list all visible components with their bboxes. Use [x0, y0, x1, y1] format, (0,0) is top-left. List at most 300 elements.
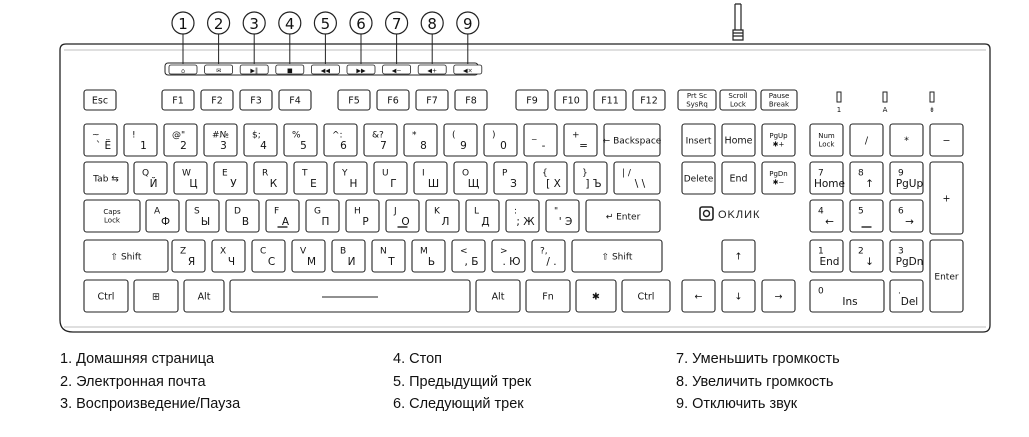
- key-primary: R: [262, 168, 269, 179]
- key-label: Pause: [768, 92, 790, 100]
- key[interactable]: [762, 124, 795, 156]
- key-label: Insert: [685, 136, 712, 147]
- key-label: F2: [211, 95, 223, 107]
- key[interactable]: [930, 240, 963, 312]
- key-label: Ctrl: [637, 291, 655, 303]
- key[interactable]: [850, 240, 883, 272]
- key-secondary: 5: [300, 139, 307, 152]
- key[interactable]: [186, 200, 219, 232]
- key-primary: Z: [180, 246, 187, 257]
- key-secondary: Н: [349, 177, 358, 190]
- key[interactable]: [682, 124, 715, 156]
- key-label: Caps: [103, 208, 121, 216]
- key[interactable]: [214, 162, 247, 194]
- key-secondary: [ Х: [546, 177, 561, 190]
- key-primary: H: [354, 206, 361, 217]
- key[interactable]: [586, 200, 660, 232]
- key-secondary: 3: [220, 139, 227, 152]
- key-label: Enter: [934, 272, 959, 283]
- key-primary: L: [474, 206, 480, 217]
- key-secondary: End: [819, 255, 840, 268]
- key[interactable]: [184, 280, 224, 312]
- key-primary: 4: [818, 206, 824, 217]
- key-primary: Q: [142, 168, 150, 179]
- key-primary: 6: [898, 206, 904, 217]
- key[interactable]: [572, 240, 662, 272]
- key[interactable]: [526, 280, 570, 312]
- key-label: Fn: [542, 291, 554, 303]
- key-primary: J: [394, 206, 397, 217]
- media-key-7[interactable]: [383, 65, 411, 75]
- key-label: F3: [250, 95, 262, 107]
- key-secondary: PgDn: [895, 255, 924, 268]
- key-secondary: Т: [388, 255, 395, 268]
- key-label: *: [904, 135, 909, 147]
- key[interactable]: [279, 90, 311, 110]
- key-label: Prt Sc: [686, 92, 708, 100]
- key[interactable]: [444, 124, 477, 156]
- key[interactable]: [134, 162, 167, 194]
- key-label: /: [864, 135, 869, 147]
- key-primary: ?,: [540, 246, 548, 257]
- key-primary: Y: [342, 168, 348, 179]
- key-label: PgDn: [769, 170, 788, 178]
- key-label: Home: [724, 135, 753, 147]
- key-secondary: 1: [140, 139, 147, 152]
- key[interactable]: [720, 90, 756, 110]
- key-label: −: [942, 135, 951, 147]
- key[interactable]: [722, 162, 755, 194]
- key[interactable]: [534, 162, 567, 194]
- callout-number: 6: [356, 15, 366, 33]
- key-label: Tab ⇆: [93, 174, 119, 185]
- callout-number: 9: [463, 15, 473, 33]
- key-primary: {: [542, 168, 548, 179]
- key-primary: I: [422, 168, 425, 179]
- key-label: Ctrl: [97, 291, 115, 303]
- status-led-label: A: [882, 106, 888, 114]
- home-icon: ⌂: [181, 67, 185, 75]
- key-label: →: [774, 291, 783, 303]
- key[interactable]: [174, 162, 207, 194]
- key[interactable]: [722, 124, 755, 156]
- key-label: Delete: [683, 174, 714, 185]
- key[interactable]: [476, 280, 520, 312]
- key[interactable]: [603, 124, 662, 156]
- media-key-9[interactable]: [454, 65, 482, 75]
- key[interactable]: [84, 124, 117, 156]
- key-label: ↑: [734, 251, 743, 263]
- key[interactable]: [890, 240, 923, 272]
- key-secondary: \ \: [634, 177, 646, 190]
- key-secondary: П: [321, 215, 330, 228]
- key-secondary: ' Э: [558, 215, 573, 228]
- key[interactable]: [532, 240, 565, 272]
- key[interactable]: [454, 162, 487, 194]
- key-primary: 0: [818, 286, 824, 297]
- key[interactable]: [890, 200, 923, 232]
- key-secondary: PgUp: [895, 177, 924, 190]
- key[interactable]: [212, 240, 245, 272]
- key-secondary: ←: [825, 215, 834, 228]
- key[interactable]: [682, 162, 715, 194]
- key-label: F8: [465, 95, 477, 107]
- callout-number: 7: [391, 15, 402, 33]
- key[interactable]: [810, 124, 843, 156]
- key-secondary: Home: [813, 177, 846, 190]
- key-primary: >: [500, 246, 508, 257]
- key[interactable]: [84, 200, 140, 232]
- volume-down-icon: ◀−: [391, 67, 402, 75]
- key-label: PgUp: [769, 132, 788, 140]
- key-primary: }: [582, 168, 588, 179]
- key-label: F1: [172, 95, 184, 107]
- key[interactable]: [555, 90, 587, 110]
- key[interactable]: [506, 200, 539, 232]
- legend-column-2: [393, 348, 531, 416]
- key[interactable]: [124, 124, 157, 156]
- key[interactable]: [201, 90, 233, 110]
- key[interactable]: [574, 162, 607, 194]
- key[interactable]: [678, 90, 716, 110]
- key-primary: K: [434, 206, 440, 217]
- media-key-5[interactable]: [311, 65, 339, 75]
- key-secondary: Del: [900, 295, 919, 308]
- key[interactable]: [524, 124, 557, 156]
- key-primary: +: [572, 130, 580, 141]
- media-key-1[interactable]: [169, 65, 197, 75]
- legend-item: 3. Воспроизведение/Пауза: [60, 396, 241, 412]
- media-key-4[interactable]: [276, 65, 304, 75]
- key-primary: F: [274, 206, 280, 217]
- key-secondary: ; Ж: [516, 215, 535, 228]
- play-pause-icon: ▶‖: [250, 67, 259, 75]
- key[interactable]: [292, 240, 325, 272]
- key[interactable]: [455, 90, 487, 110]
- key-secondary: В: [241, 215, 250, 228]
- key[interactable]: [810, 200, 843, 232]
- key[interactable]: [492, 240, 525, 272]
- mute-icon: ◀×: [462, 67, 473, 75]
- key[interactable]: [516, 90, 548, 110]
- callout-number: 8: [427, 15, 437, 33]
- key[interactable]: [172, 240, 205, 272]
- key[interactable]: [162, 90, 194, 110]
- key[interactable]: [890, 124, 923, 156]
- key[interactable]: [890, 162, 924, 194]
- key[interactable]: [84, 240, 168, 272]
- key[interactable]: [484, 124, 517, 156]
- key-label: Scroll: [728, 92, 748, 100]
- key-label: ✱−: [772, 178, 785, 187]
- key-primary: T: [302, 168, 308, 179]
- key-label: F11: [601, 95, 619, 107]
- key-secondary: Ь: [427, 255, 436, 268]
- key[interactable]: [374, 162, 407, 194]
- key-label: End: [729, 173, 748, 185]
- key[interactable]: [810, 280, 884, 312]
- key[interactable]: [372, 240, 405, 272]
- key-secondary: 2: [180, 139, 187, 152]
- key-label: Lock: [104, 216, 120, 225]
- key-label: Num: [818, 132, 835, 140]
- key-secondary: Ф: [160, 215, 171, 228]
- key-secondary: ↓: [865, 255, 874, 268]
- key-label: ✱+: [772, 140, 785, 149]
- key-primary: W: [182, 168, 191, 179]
- key-label: Lock: [818, 140, 835, 149]
- key[interactable]: [722, 280, 755, 312]
- key-primary: C: [260, 246, 267, 257]
- brand-wordmark: OKЛИК: [718, 209, 761, 221]
- key-secondary: Щ: [467, 177, 480, 190]
- key-primary: <: [460, 246, 468, 257]
- legend-item: 6. Следующий трек: [393, 396, 524, 412]
- key-secondary: К: [269, 177, 278, 190]
- key-secondary: Р: [362, 215, 369, 228]
- key-secondary: Г: [390, 177, 397, 190]
- key-label: Break: [768, 100, 790, 109]
- mail-icon: ✉: [216, 67, 222, 75]
- key-primary: 8: [858, 168, 864, 179]
- key-primary: D: [234, 206, 241, 217]
- key[interactable]: [266, 200, 299, 232]
- key-secondary: С: [267, 255, 276, 268]
- key-primary: #№: [212, 130, 229, 141]
- key[interactable]: [416, 90, 448, 110]
- key-secondary: Д: [481, 215, 490, 228]
- key-label: F6: [387, 95, 399, 107]
- key[interactable]: [762, 162, 795, 194]
- callout-number: 1: [178, 15, 188, 33]
- key[interactable]: [762, 280, 795, 312]
- key[interactable]: [346, 200, 379, 232]
- callout-number: 3: [249, 15, 259, 33]
- next-track-icon: ▶▶: [356, 67, 366, 75]
- key-primary: $;: [252, 130, 261, 141]
- key[interactable]: [614, 162, 660, 194]
- key-secondary: . Ю: [502, 255, 521, 268]
- key[interactable]: [230, 280, 470, 312]
- key-secondary: ↑: [865, 177, 874, 190]
- key[interactable]: [338, 90, 370, 110]
- key[interactable]: [84, 90, 116, 110]
- legend-item: 9. Отключить звук: [676, 396, 798, 412]
- key-label: Alt: [491, 291, 505, 303]
- key[interactable]: [84, 280, 128, 312]
- key-label: Alt: [197, 291, 211, 303]
- key-primary: @": [172, 130, 186, 141]
- key[interactable]: [294, 162, 327, 194]
- key[interactable]: [930, 162, 963, 234]
- key[interactable]: [84, 162, 128, 194]
- key-primary: A: [154, 206, 161, 217]
- cable: [733, 4, 743, 40]
- key-label: F10: [562, 95, 580, 107]
- key-primary: %: [292, 130, 301, 141]
- key[interactable]: [244, 124, 277, 156]
- media-key-3[interactable]: [240, 65, 268, 75]
- key[interactable]: [252, 240, 285, 272]
- key[interactable]: [254, 162, 287, 194]
- key-secondary: =: [579, 139, 588, 152]
- key[interactable]: [890, 280, 923, 312]
- key-label: F9: [526, 95, 538, 107]
- key[interactable]: [364, 124, 397, 156]
- key-primary: 9: [898, 168, 904, 179]
- key[interactable]: [146, 200, 179, 232]
- key[interactable]: [633, 90, 665, 110]
- key-secondary: 6: [340, 139, 347, 152]
- legend-item: 5. Предыдущий трек: [393, 373, 532, 390]
- key-label: ⊞: [152, 291, 160, 303]
- media-key-6[interactable]: [347, 65, 375, 75]
- key[interactable]: [332, 240, 365, 272]
- key-primary: _: [532, 130, 537, 141]
- key-secondary: Ц: [189, 177, 198, 190]
- key[interactable]: [412, 240, 445, 272]
- status-led-label: 1: [836, 106, 842, 114]
- key-secondary: Ч: [227, 255, 236, 268]
- key[interactable]: [594, 90, 626, 110]
- key-secondary: ] Ъ: [585, 177, 602, 190]
- key[interactable]: [850, 200, 883, 232]
- media-key-2[interactable]: [205, 65, 233, 75]
- key-label: F12: [640, 95, 658, 107]
- key[interactable]: [334, 162, 367, 194]
- key[interactable]: [850, 124, 883, 156]
- key[interactable]: [426, 200, 459, 232]
- key-secondary: Е: [310, 177, 317, 190]
- key-label: SysRq: [686, 100, 708, 109]
- legend-column-3: [676, 348, 840, 416]
- key-secondary: 4: [260, 139, 267, 152]
- key-secondary: 7: [380, 139, 387, 152]
- key[interactable]: [622, 280, 670, 312]
- key-label: ↵ Enter: [605, 212, 641, 223]
- key-secondary: У: [230, 177, 237, 190]
- key-primary: B: [340, 246, 347, 257]
- key-label: ⇧ Shift: [110, 252, 142, 263]
- key-primary: ": [554, 206, 559, 217]
- key-primary: :: [514, 206, 518, 217]
- key-label: F4: [289, 95, 301, 107]
- key[interactable]: [284, 124, 317, 156]
- key-secondary: 8: [420, 139, 427, 152]
- key-secondary: , Б: [464, 255, 479, 268]
- key-primary: ^:: [332, 130, 343, 141]
- key-primary: 7: [818, 168, 824, 179]
- key[interactable]: [810, 240, 843, 272]
- legend-item: 2. Электронная почта: [60, 373, 206, 390]
- key-secondary: Ins: [842, 295, 858, 308]
- key-secondary: ` Ё: [95, 139, 112, 152]
- media-key-8[interactable]: [418, 65, 446, 75]
- key-label: Lock: [730, 100, 746, 109]
- key-primary: 1: [818, 246, 824, 257]
- key[interactable]: [682, 280, 715, 312]
- key[interactable]: [546, 200, 579, 232]
- key-secondary: 9: [460, 139, 467, 152]
- key[interactable]: [204, 124, 237, 156]
- callout-number: 4: [285, 15, 295, 33]
- status-led-label: ⇟: [929, 106, 935, 114]
- key-primary: &?: [372, 130, 384, 141]
- key-primary: O: [462, 168, 470, 179]
- key[interactable]: [722, 240, 755, 272]
- key-label: ✱: [592, 291, 600, 303]
- key[interactable]: [324, 124, 357, 156]
- key-primary: 5: [858, 206, 864, 217]
- key[interactable]: [404, 124, 437, 156]
- key-primary: X: [220, 246, 227, 257]
- key-secondary: И: [347, 255, 356, 268]
- key-primary: *: [412, 130, 417, 141]
- key-primary: G: [314, 206, 321, 217]
- key[interactable]: [850, 162, 883, 194]
- key-primary: N: [380, 246, 387, 257]
- key-label: F5: [348, 95, 360, 107]
- key[interactable]: [414, 162, 447, 194]
- key[interactable]: [226, 200, 259, 232]
- key-label: F7: [426, 95, 438, 107]
- key[interactable]: [134, 280, 178, 312]
- key-primary: .: [898, 286, 901, 297]
- key-label: ⇧ Shift: [601, 252, 633, 263]
- key-secondary: →: [905, 215, 914, 228]
- key-label: +: [942, 193, 951, 205]
- media-keys: [169, 65, 482, 75]
- key[interactable]: [240, 90, 272, 110]
- prev-track-icon: ◀◀: [320, 67, 331, 75]
- key-primary: S: [194, 206, 200, 217]
- key-label: ←: [694, 291, 703, 303]
- callout-number: 5: [320, 15, 331, 33]
- key[interactable]: [576, 280, 616, 312]
- key[interactable]: [761, 90, 797, 110]
- key-secondary: -: [541, 139, 546, 152]
- key-secondary: Л: [441, 215, 450, 228]
- key[interactable]: [930, 124, 963, 156]
- key[interactable]: [452, 240, 485, 272]
- key-primary: !: [132, 130, 136, 141]
- key-primary: (: [452, 130, 456, 141]
- key-primary: 3: [898, 246, 904, 257]
- key[interactable]: [377, 90, 409, 110]
- key-primary: M: [420, 246, 428, 257]
- key-primary: ~: [92, 130, 100, 141]
- key[interactable]: [164, 124, 197, 156]
- key-secondary: А: [281, 215, 290, 228]
- key[interactable]: [466, 200, 499, 232]
- key-primary: P: [502, 168, 508, 179]
- legend-item: 7. Уменьшить громкость: [676, 351, 840, 367]
- key[interactable]: [494, 162, 527, 194]
- key-primary: V: [300, 246, 307, 257]
- key-secondary: З: [510, 177, 517, 190]
- key-secondary: Я: [187, 255, 196, 268]
- key[interactable]: [306, 200, 339, 232]
- callout-number: 2: [213, 15, 224, 33]
- key[interactable]: [810, 162, 845, 194]
- key[interactable]: [564, 124, 597, 156]
- key-secondary: 0: [500, 139, 507, 152]
- key-secondary: Ы: [200, 215, 211, 228]
- key-label: ← Backspace: [602, 136, 662, 147]
- key[interactable]: [386, 200, 419, 232]
- key-primary: ): [492, 130, 496, 141]
- key-label: Esc: [91, 95, 109, 107]
